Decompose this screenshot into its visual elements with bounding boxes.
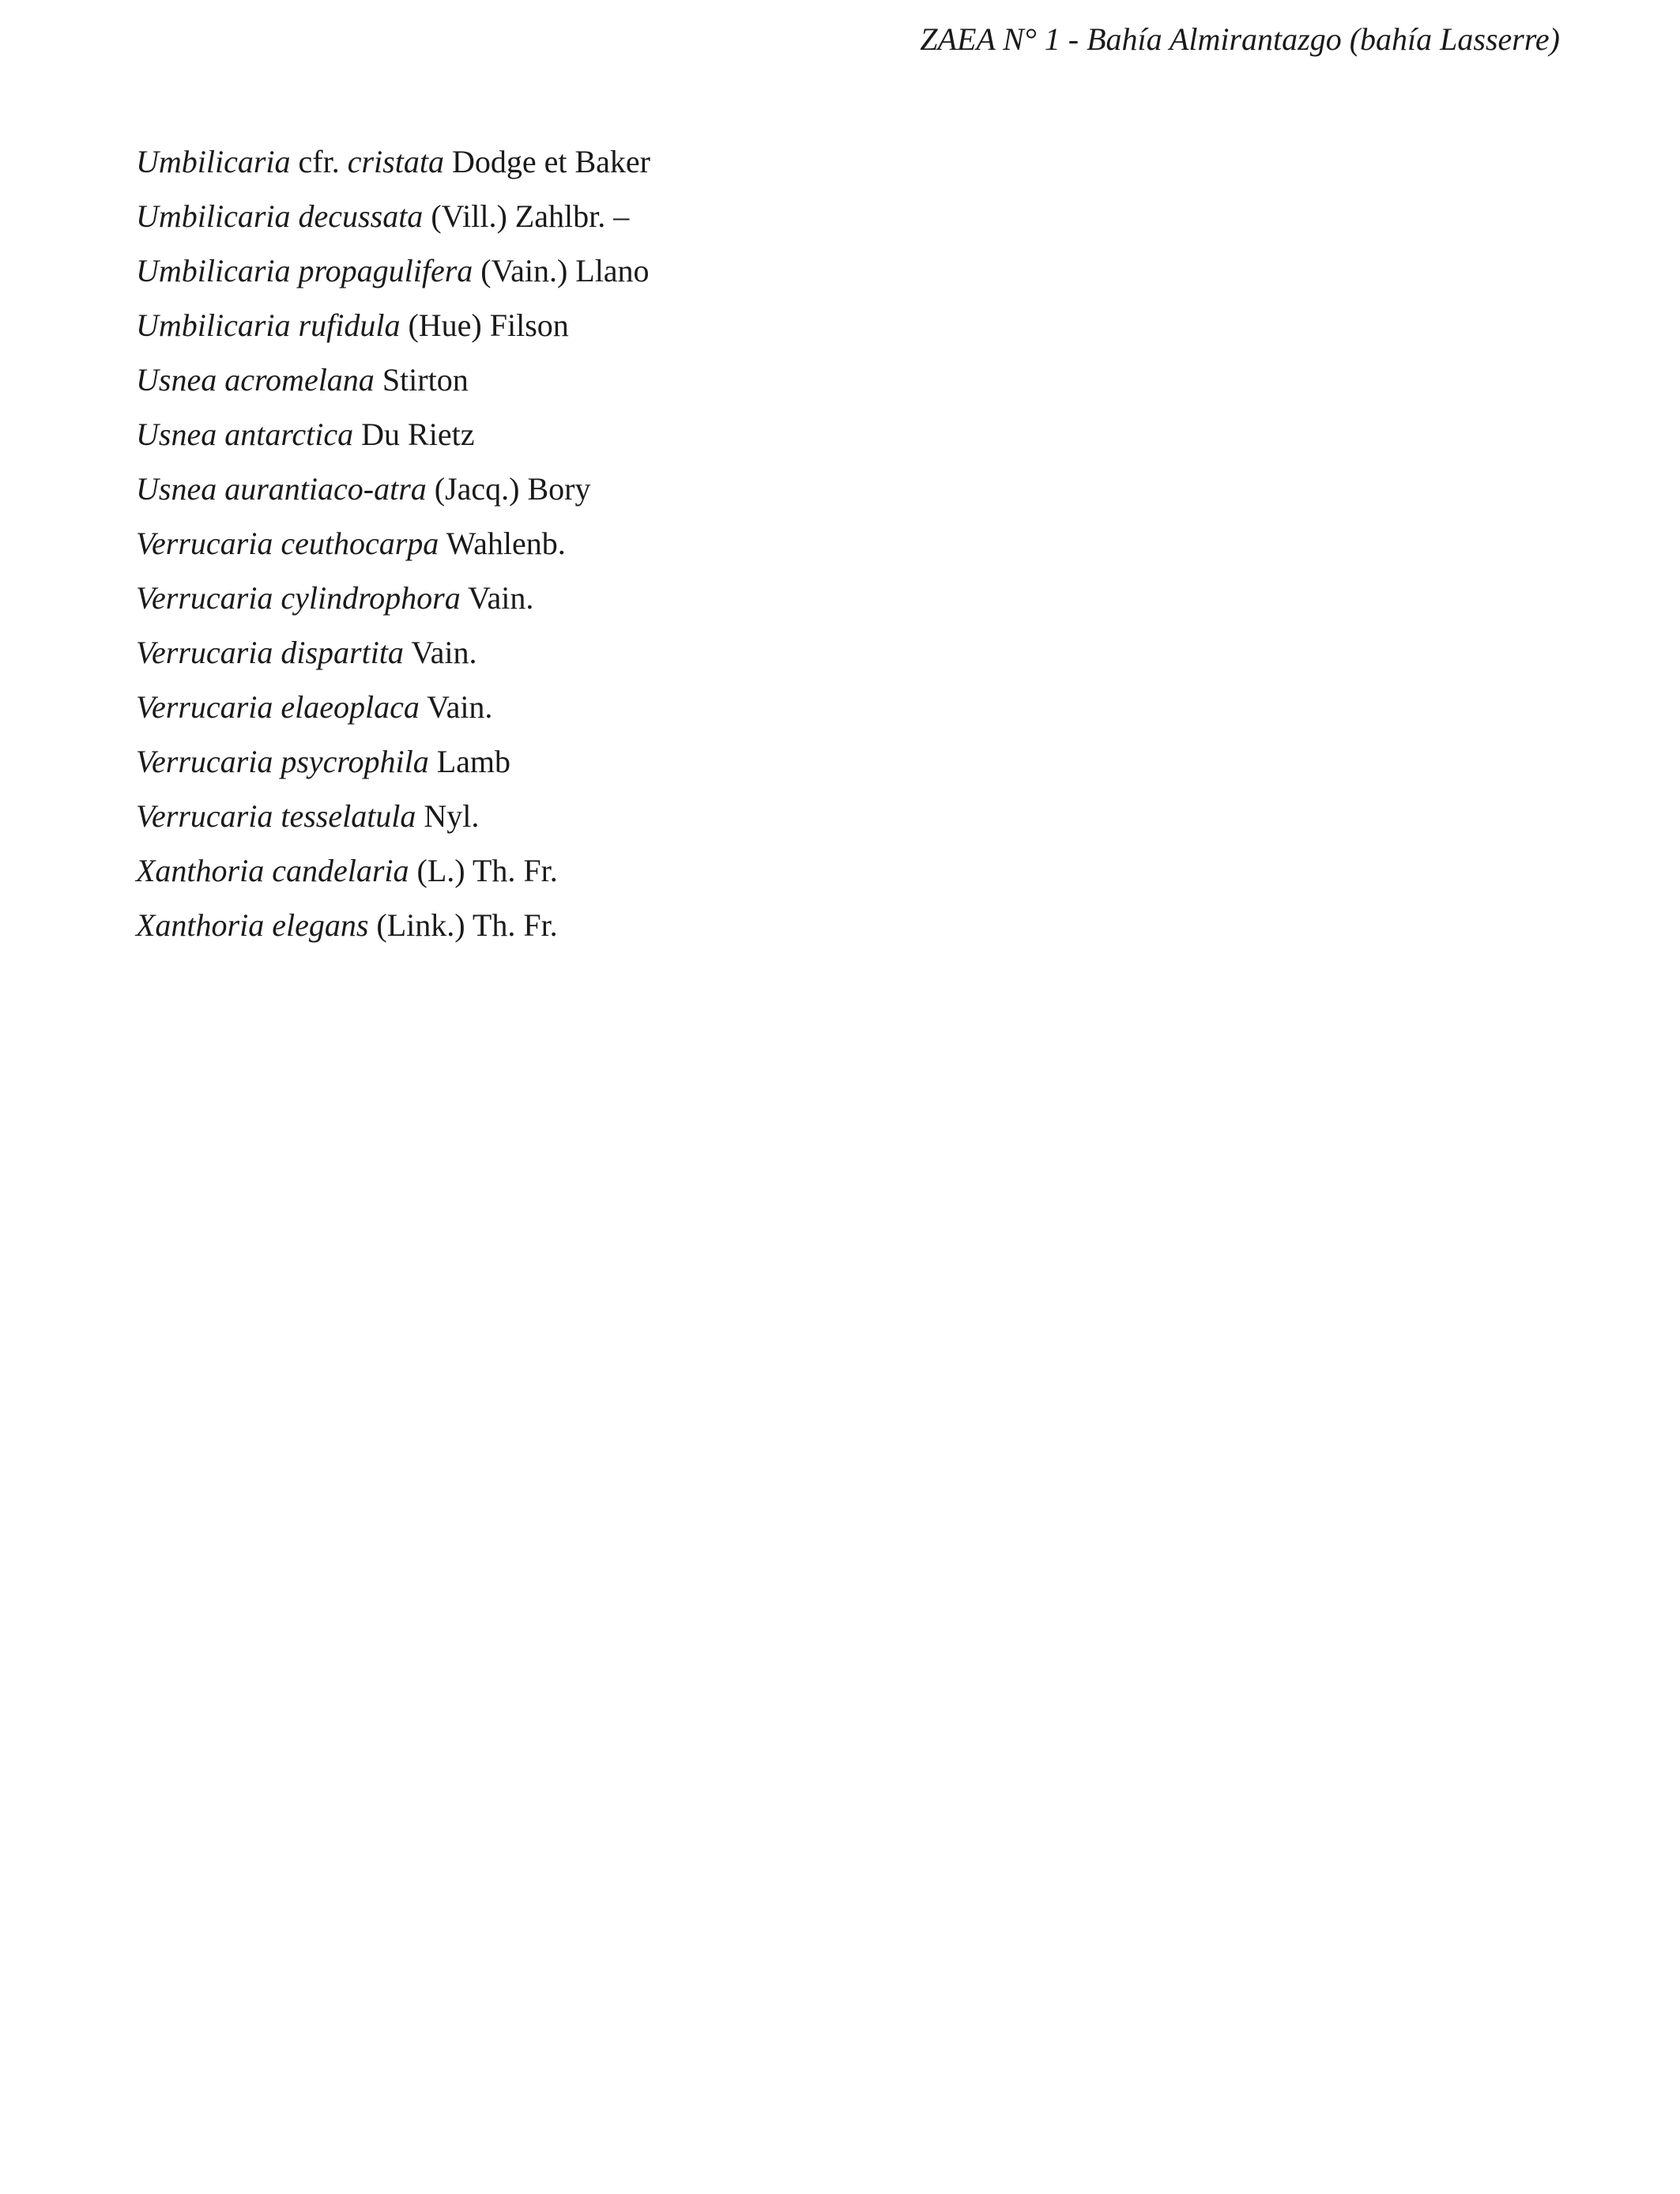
- species-qualifier: cfr.: [298, 144, 340, 179]
- list-item: [136, 734, 650, 789]
- species-genus: Usnea: [136, 471, 217, 507]
- species-authority: Stirton: [382, 362, 469, 398]
- species-epithet: propagulifera: [298, 253, 473, 288]
- species-genus: Xanthoria: [136, 853, 265, 888]
- list-item: [136, 134, 650, 189]
- species-epithet: psycrophila: [281, 744, 429, 779]
- list-item: [136, 243, 650, 298]
- list-item: [136, 407, 650, 462]
- species-genus: Verrucaria: [136, 635, 273, 670]
- species-authority: (Vain.) Llano: [480, 253, 650, 288]
- list-item: [136, 625, 650, 680]
- species-authority: (Hue) Filson: [408, 307, 569, 343]
- species-authority: Du Rietz: [361, 417, 475, 452]
- species-genus: Xanthoria: [136, 907, 265, 943]
- list-item: [136, 298, 650, 352]
- species-epithet: elegans: [272, 907, 369, 943]
- list-item: [136, 352, 650, 407]
- species-genus: Verrucaria: [136, 526, 273, 561]
- list-item: [136, 898, 650, 952]
- species-genus: Umbilicaria: [136, 253, 291, 288]
- species-genus: Verrucaria: [136, 744, 273, 779]
- species-epithet: ceuthocarpa: [281, 526, 439, 561]
- list-item: [136, 843, 650, 898]
- species-epithet: cylindrophora: [281, 580, 461, 616]
- species-authority: Nyl.: [424, 798, 480, 834]
- species-genus: Verrucaria: [136, 580, 273, 616]
- species-epithet: acromelana: [224, 362, 375, 398]
- species-authority: (Link.) Th. Fr.: [376, 907, 558, 943]
- species-authority: (Jacq.) Bory: [434, 471, 591, 507]
- species-authority: (L.) Th. Fr.: [416, 853, 558, 888]
- species-epithet: dispartita: [281, 635, 404, 670]
- species-authority: Lamb: [436, 744, 511, 779]
- species-epithet: cristata: [347, 144, 444, 179]
- species-epithet: tesselatula: [281, 798, 416, 834]
- species-epithet: candelaria: [272, 853, 409, 888]
- species-authority: Vain.: [468, 580, 534, 616]
- list-item: [136, 789, 650, 843]
- species-epithet: elaeoplaca: [281, 689, 420, 725]
- species-authority: Vain.: [427, 689, 493, 725]
- species-genus: Usnea: [136, 362, 217, 398]
- species-genus: Verrucaria: [136, 798, 273, 834]
- list-item: [136, 571, 650, 625]
- species-genus: Verrucaria: [136, 689, 273, 725]
- species-authority: Vain.: [411, 635, 477, 670]
- species-epithet: antarctica: [224, 417, 354, 452]
- species-epithet: aurantiaco-atra: [224, 471, 427, 507]
- running-header: ZAEA N° 1 - Bahía Almirantazgo (bahía Lasserre): [920, 21, 1560, 57]
- species-epithet: rufidula: [298, 307, 401, 343]
- species-genus: Umbilicaria: [136, 198, 291, 234]
- species-authority: Dodge et Baker: [451, 144, 650, 179]
- species-list: [136, 134, 650, 952]
- species-genus: Umbilicaria: [136, 144, 291, 179]
- species-genus: Umbilicaria: [136, 307, 291, 343]
- species-authority: (Vill.) Zahlbr. –: [431, 198, 630, 234]
- species-epithet: decussata: [298, 198, 424, 234]
- species-genus: Usnea: [136, 417, 217, 452]
- list-item: [136, 516, 650, 571]
- species-authority: Wahlenb.: [446, 526, 566, 561]
- list-item: [136, 189, 650, 243]
- list-item: [136, 462, 650, 516]
- list-item: [136, 680, 650, 734]
